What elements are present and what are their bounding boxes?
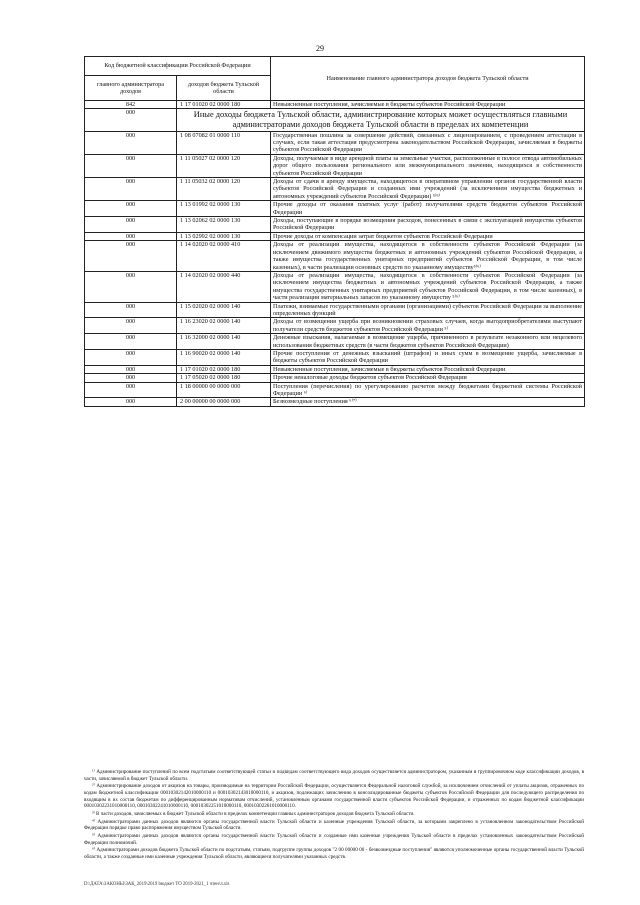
income-name-cell: Доходы от реализации имущества, находящегося в собственности субъектов Российской Федерации (за исключением имущества бюджетных и автономных учреждений субъектов Российской Федерации, а также имущества государственных унитарных предприятий субъектов Российской Федерации, в том числе казенных), в части реализации материальных запасов по указанному имуществу ⁵⁾⁶⁾ [271, 271, 585, 302]
income-name-cell: Государственная пошлина за совершение действий, связанных с лицензированием, с проведением аттестации в случаях, если такая аттестация предусмотрена законодательством Российской Федерации, зачисляемая в бюджеты субъектов Российской Федерации [271, 131, 585, 154]
admin-code-cell: 000 [85, 398, 177, 406]
income-name-cell: Прочие доходы от оказания платных услуг (работ) получателями средств бюджетов субъектов Российской Федерации [271, 201, 585, 217]
income-code-cell: 1 13 02062 02 0000 130 [177, 217, 271, 233]
admin-code-cell: 000 [85, 201, 177, 217]
income-name-cell: Поступления (перечисления) по урегулированию расчетов между бюджетами бюджетной системы Российской Федерации ⁶⁾ [271, 382, 585, 398]
admin-code-cell: 000 [85, 318, 177, 334]
income-administrators-table [84, 56, 585, 407]
income-code-cell: 2 00 00000 00 0000 000 [177, 398, 271, 406]
table-row [85, 232, 585, 240]
table-row [85, 131, 585, 154]
admin-code-cell: 000 [85, 232, 177, 240]
table-header-row [85, 57, 585, 76]
income-code-cell: 1 11 05027 02 0000 120 [177, 154, 271, 177]
admin-code-cell: 000 [85, 302, 177, 318]
income-code-cell: 1 17 05020 02 0000 180 [177, 374, 271, 382]
income-code-cell: 1 15 02020 02 0000 140 [177, 302, 271, 318]
admin-code-cell: 000 [85, 349, 177, 365]
admin-code-cell: 000 [85, 217, 177, 233]
income-name-cell: Доходы, получаемые в виде арендной платы за земельные участки, расположенные в полосе отвода автомобильных дорог общего пользования регионального или межмуниципального значения, находящихся в собственности субъектов Российской Федерации [271, 154, 585, 177]
income-code-cell: 1 17 01020 02 0000 180 [177, 101, 271, 109]
income-name-cell: Доходы, поступающие в порядке возмещения расходов, понесенных в связи с эксплуатацией имущества субъектов Российской Федерации [271, 217, 585, 233]
admin-code-cell: 000 [85, 109, 177, 131]
admin-code-cell: 000 [85, 241, 177, 272]
admin-code-cell: 000 [85, 374, 177, 382]
table-row [85, 374, 585, 382]
table-row [85, 201, 585, 217]
income-code-cell: 1 08 07082 01 0000 110 [177, 131, 271, 154]
income-code-cell: 1 18 00000 00 0000 000 [177, 382, 271, 398]
admin-code-cell: 000 [85, 154, 177, 177]
admin-code-cell: 842 [85, 101, 177, 109]
admin-code-cell: 000 [85, 131, 177, 154]
footnote: ⁴⁾ Администраторами данных доходов являются органы государственной власти Тульской области и казенные учреждения Тульской области, за которыми закреплено в установленном законодательством Российской Федерации порядке право распоряжения имуществом Тульской области. [84, 818, 584, 832]
footnote: ⁵⁾ Администраторами данных доходов являются органы государственной власти Тульской области и созданные ими казенные учреждения Тульской области в пределах установленных законодательством Российской Федерации полномочий. [84, 833, 584, 846]
page-number: 29 [316, 44, 324, 53]
footnote: ²⁾ Администрирование доходов от акцизов на товары, производимые на территории Российской Федерации, осуществляется Федеральной налоговой службой, за исключением отчислений от уплаты акцизов, отраженных по кодам бюджетной классификации 00010302142010000110 и 00010302143010000110, и акцизов, подлежащих зачислению в консолидированные бюджеты субъектов Российской Федерации для последующего распределения по входящим в их состав бюджетам по дифференцированным нормативам отчислений, установленным органами государственной власти субъектов Российской Федерации, и отраженных по кодам бюджетной классификации 00010302231010000110, 00010302241010000110, 00010302251010000110, 00010302261010000110. [84, 783, 584, 810]
income-code-cell: 1 11 05032 02 0000 120 [177, 178, 271, 201]
footnote: ¹⁾ Администрирование поступлений по всем подстатьям соответствующей статьи и подвидам соответствующего вида доходов осуществляется администратором, указанным в группировочном коде классификации доходов, в части, зачисляемой в бюджет Тульской области. [84, 769, 584, 782]
admin-code-cell: 000 [85, 178, 177, 201]
footnotes [84, 769, 584, 862]
table-row [85, 334, 585, 350]
income-name-cell: Безвозмездные поступления ⁶⁾⁷⁾ [271, 398, 585, 406]
table-row [85, 101, 585, 109]
admin-code-cell: 000 [85, 365, 177, 373]
admin-code-cell: 000 [85, 271, 177, 302]
header-main-administrator: главного администратора доходов [85, 76, 177, 101]
footnote: ⁶⁾ Администраторами доходов бюджета Тульской области по подстатьям, статьям, подгруппе группы доходов "2 00 00000 00 - безвозмездные поступления" являются уполномоченные органы государственной власти Тульской области, а также созданные ими казенные учреждения Тульской области, являющиеся получателями указанных средств. [84, 847, 584, 861]
table-row [85, 241, 585, 272]
income-code-cell: 1 16 90020 02 0000 140 [177, 349, 271, 365]
header-budget-income: доходов бюджета Тульской области [177, 76, 271, 101]
table-row [85, 109, 585, 131]
table-row [85, 318, 585, 334]
table-row [85, 217, 585, 233]
file-path-footer: D:\ДАТА\ЗАКОНЫ\ЗАК_2019\2019 bюджет ТО 2019-2021_1 чтен\л.xls [84, 882, 230, 887]
header-budget-code: Код бюджетной классификации Российской Федерации [85, 57, 271, 76]
income-code-cell: 1 13 02992 02 0000 130 [177, 232, 271, 240]
footnote: ³⁾ В части доходов, зачисляемых в бюджет Тульской области в пределах компетенции главных администраторов доходов бюджета Тульской области. [92, 810, 415, 817]
admin-code-cell: 000 [85, 334, 177, 350]
income-name-cell: Прочие неналоговые доходы бюджетов субъектов Российской Федерации [271, 374, 585, 382]
income-code-cell: 1 16 23020 02 0000 140 [177, 318, 271, 334]
income-code-cell: 1 14 02020 02 0000 410 [177, 241, 271, 272]
income-name-cell: Денежные взыскания, налагаемые в возмещение ущерба, причиненного в результате незаконного или нецелевого использования бюджетных средств (в части бюджетов субъектов Российской Федерации) [271, 334, 585, 350]
table-row [85, 365, 585, 373]
section-heading-cell: Иные доходы бюджета Тульской области, администрирование которых может осуществляться главными администраторами доходов бюджета Тульской области в пределах их компетенции [177, 109, 585, 131]
table-row [85, 398, 585, 406]
income-name-cell: Прочие доходы от компенсации затрат бюджетов субъектов Российской Федерации [271, 232, 585, 240]
income-code-cell: 1 17 01020 02 0000 180 [177, 365, 271, 373]
admin-code-cell: 000 [85, 382, 177, 398]
income-name-cell: Платежи, взимаемые государственными органами (организациями) субъектов Российской Федерации за выполнение определенных функций [271, 302, 585, 318]
header-administrator-name: Наименование главного администратора доходов бюджета Тульской области [271, 57, 585, 101]
table-row [85, 154, 585, 177]
table-row [85, 349, 585, 365]
income-name-cell: Доходы от сдачи в аренду имущества, находящегося в оперативном управлении органов государственной власти субъектов Российской Федерации и созданных ими учреждений (за исключением имущества бюджетных и автономных учреждений субъектов Российской Федерации) ⁵⁾⁶⁾ [271, 178, 585, 201]
income-code-cell: 1 13 01992 02 0000 130 [177, 201, 271, 217]
income-code-cell: 1 16 32000 02 0000 140 [177, 334, 271, 350]
table-row [85, 271, 585, 302]
table-row [85, 302, 585, 318]
income-name-cell: Доходы от возмещения ущерба при возникновении страховых случаев, когда выгодоприобретателями выступают получатели средств бюджетов субъектов Российской Федерации ⁵⁾ [271, 318, 585, 334]
income-name-cell: Доходы от реализации имущества, находящегося в собственности субъектов Российской Федерации (за исключением движимого имущества бюджетных и автономных учреждений субъектов Российской Федерации, а также имущества государственных унитарных предприятий субъектов Российской Федерации, в том числе казенных), в части реализации основных средств по указанному имуществу⁵⁾⁶⁾ [271, 241, 585, 272]
income-name-cell: Невыясненные поступления, зачисляемые в бюджеты субъектов Российской Федерации [271, 101, 585, 109]
table-row [85, 178, 585, 201]
income-code-cell: 1 14 02020 02 0000 440 [177, 271, 271, 302]
table-row [85, 382, 585, 398]
income-name-cell: Невыясненные поступления, зачисляемые в бюджеты субъектов Российской Федерации [271, 365, 585, 373]
income-name-cell: Прочие поступления от денежных взысканий (штрафов) и иных сумм в возмещение ущерба, зачисляемые в бюджеты субъектов Российской Федерации [271, 349, 585, 365]
